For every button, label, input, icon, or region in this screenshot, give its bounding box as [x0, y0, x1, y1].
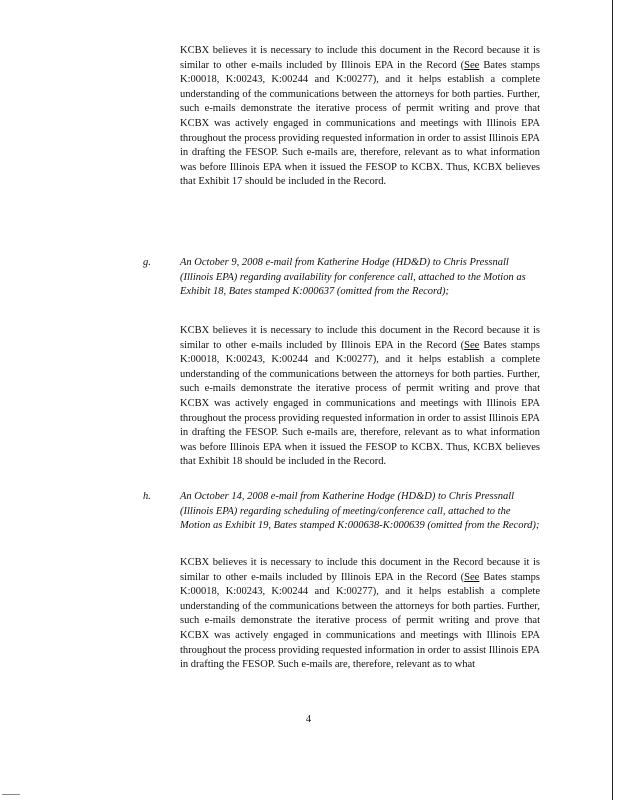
paragraph-rest: Bates stamps K:00018, K:00243, K:00244 and K:00277), and it helps establish a complete understanding of the communications between the attorneys for both parties. Further, such e-mails demonstrate the iterative process of permit writing and prove that KCBX was actively engaged in communications and meetings with Illinois EPA throughout the process providing requested information in order to assist Illinois EPA in drafting the FESOP. Such e-mails are, therefore, relevant as to what information was before Illinois EPA when it issued the FESOP to KCBX. Thus, KCBX believes that Exhibit 17 should be included in the Record. [180, 59, 540, 188]
see-citation: See [464, 339, 480, 351]
paragraph-exhibit-17 [180, 44, 540, 190]
scan-mark [2, 794, 20, 795]
paragraph-lead: KCBX believes it is necessary to include this document in the Record because it is similar to other e-mails included by Illinois EPA in the Record ( [180, 557, 540, 583]
paragraph-exhibit-19 [180, 556, 540, 673]
page-number: 4 [305, 714, 312, 725]
see-citation: See [464, 59, 480, 71]
paragraph-rest: Bates stamps K:00018, K:00243, K:00244 and K:00277), and it helps establish a complete understanding of the communications between the attorneys for both parties. Further, such e-mails demonstrate the iterative process of permit writing and prove that KCBX was actively engaged in communications and meetings with Illinois EPA throughout the process providing requested information in order to assist Illinois EPA in drafting the FESOP. Such e-mails are, therefore, relevant as to what information was before Illinois EPA when it issued the FESOP to KCBX. Thus, KCBX believes that Exhibit 18 should be included in the Record. [180, 339, 540, 468]
item-description-g: An October 9, 2008 e-mail from Katherine Hodge (HD&D) to Chris Pressnall (Illinois EPA) regarding availability for conference call, attached to the Motion as Exhibit 18, Bates stamped K:000637 (omitted from the Record); [180, 257, 526, 298]
item-letter-g: g. [143, 257, 151, 268]
paragraph-lead: KCBX believes it is necessary to include this document in the Record because it is similar to other e-mails included by Illinois EPA in the Record ( [180, 45, 540, 71]
paragraph-rest: Bates stamps K:00018, K:00243, K:00244 and K:00277), and it helps establish a complete understanding of the communications between the attorneys for both parties. Further, such e-mails demonstrate the iterative process of permit writing and prove that KCBX was actively engaged in communications and meetings with Illinois EPA throughout the process providing requested information in order to assist Illinois EPA in drafting the FESOP. Such e-mails are, therefore, relevant as to what [180, 571, 540, 671]
item-letter-h: h. [143, 491, 151, 502]
see-citation: See [464, 571, 480, 583]
item-description-h: An October 14, 2008 e-mail from Katherine Hodge (HD&D) to Chris Pressnall (Illinois EPA) regarding scheduling of meeting/conference call, attached to the Motion as Exhibit 19, Bates stamped K:000638-K:000639 (omitted from the Record); [180, 491, 540, 532]
paragraph-lead: KCBX believes it is necessary to include this document in the Record because it is similar to other e-mails included by Illinois EPA in the Record ( [180, 325, 540, 351]
paragraph-exhibit-18 [180, 324, 540, 470]
page-border [612, 0, 613, 800]
